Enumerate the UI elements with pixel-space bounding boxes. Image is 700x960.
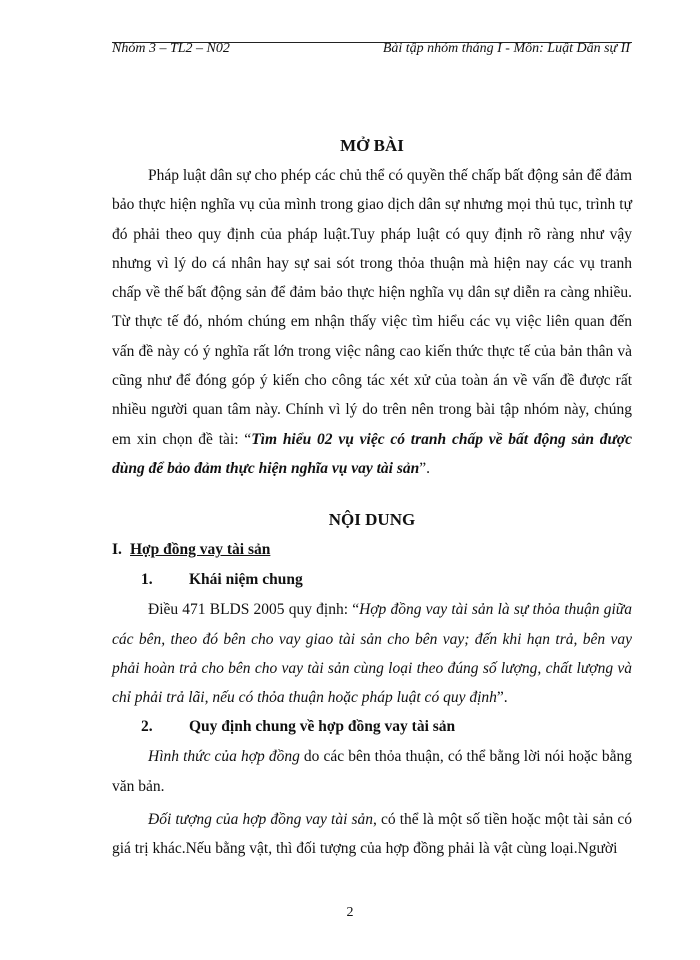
intro-paragraph [112,161,632,483]
object-text: , có thể là một số tiền hoặc một tài sản có giá trị khác.Nếu bằng vật, thì đối tượng của hợp đồng phải là vật cùng loại.Người [112,811,632,858]
topic-title: Tìm hiểu 02 vụ việc có tranh chấp về bất động sản được dùng để bảo đảm thực hiện nghĩa vụ vay tài sản [112,430,633,477]
object-paragraph [112,805,632,864]
header-course: Bài tập nhóm tháng I - Môn: Luật Dân sự II [382,41,630,56]
intro-text: Pháp luật dân sự cho phép các chủ thể có quyền thế chấp bất động sản để đảm bảo thực hiện nghĩa vụ của mình trong giao dịch dân sự nhưng mọi thủ tục, trình tự đó phải theo quy định của pháp luật.Tuy pháp luật có quy định rõ ràng như vậy nhưng vì lý do cá nhân hay sự sai sót trong thỏa thuận mà hiện nay các vụ tranh chấp về thế bất động sản để đảm bảo thực hiện nghĩa vụ dân sự diễn ra càng nhiều. Từ thực tế đó, nhóm chúng em nhận thấy việc tìm hiểu các vụ việc liên quan đến vấn đề này có ý nghĩa rất lớn trong việc nâng cao kiến thức thực tế của bản thân và cũng như để đóng góp ý kiến cho công tác xét xử của toàn án về vấn đề được rất nhiều người quan tâm này. Chính vì lý do trên nên trong bài tập nhóm này, chúng em xin chọn đề tài: “ [112,167,633,448]
subsection-heading-2 [112,712,632,742]
subsection-heading-1 [112,565,632,595]
intro-title: MỞ BÀI [340,136,404,155]
object-label: Đối tượng của hợp đồng vay tài sản [148,811,374,829]
section-heading [112,535,632,565]
subsection-title-2: Quy định chung về hợp đồng vay tài sản [189,718,456,736]
form-text: do các bên thỏa thuận, có thể bằng lời nói hoặc bằng văn bản. [112,748,633,795]
definition-end: ”. [496,689,508,707]
page-header [112,40,632,56]
section-number: I. [112,541,122,559]
intro-end: ”. [419,459,431,477]
header-group: Nhóm 3 – TL2 – N02 [112,41,230,56]
document-body [112,131,632,864]
definition-intro: Điều 471 BLDS 2005 quy định: “ [148,601,360,619]
definition-paragraph [112,595,632,712]
content-title: NỘI DUNG [328,510,416,530]
subsection-number-2: 2. [141,718,153,736]
subsection-number-1: 1. [141,571,153,589]
form-label: Hình thức của hợp đồng [148,748,300,766]
section-title: Hợp đồng vay tài sản [130,541,271,559]
form-paragraph [112,742,632,801]
definition-quote: Hợp đồng vay tài sản là sự thỏa thuận giữa các bên, theo đó bên cho vay giao tài sản cho bên vay; đến khi hạn trả, bên vay phải hoàn trả cho bên cho vay tài sản cùng loại theo đúng số lượng, chất lượng và chỉ phải trả lãi, nếu có thỏa thuận hoặc pháp luật có quy định [112,601,632,707]
subsection-title-1: Khái niệm chung [189,571,303,589]
page-number: 2 [346,905,354,920]
